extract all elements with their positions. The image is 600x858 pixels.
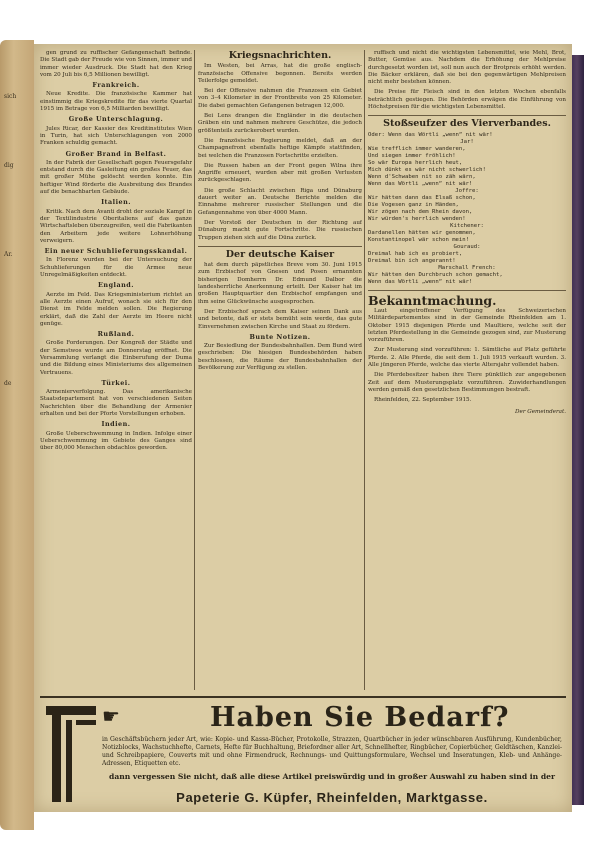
article-text: hat dem durch päpstliches Breve vom 30. Juni 1915 zum Erzbischof von Gnesen und Posen ernannten bisherigen Domherrn Dr. Edmund Dalbor die landesherrliche Anerkennung erteilt. Der Kaiser hat im großen Hauptquartier den Erzbischof empfangen und ihm seine Glückwünsche ausgesprochen. — [198, 262, 362, 305]
column-right — [368, 50, 566, 694]
left-page-fragment: Ar. — [4, 251, 13, 258]
poem-line: Oder: Wenn das Wörtli „wenn“ nit wär! — [368, 131, 493, 138]
section-heading: Bunte Notizen. — [249, 332, 311, 341]
article-text: Laut eingetroffener Verfügung des Schweizerischen Militärdepartementes sind in der Gemeinde Rheinfelden am 1. Oktober 1915 diejenigen Pferde und Maultiere, welche seit der letzten Pferdestellung in die Gemeinde gezogen sind, zur Musterung vorzuführen. — [368, 307, 566, 344]
poem-line: Gouraud: — [453, 243, 481, 250]
poem-line: Dardanellen hätten wir genommen, — [368, 229, 476, 236]
article-text: Jules Ricar, der Kassier des Kreditinstitutes Wien in Turin, hat sich Unterschlagungen von 2000 Franken schuldig gemacht. — [40, 125, 192, 147]
section-divider — [368, 115, 566, 116]
article-text: Zur Besiedlung der Bundesbahnhallen. Dem Bund wird geschrieben: Die hiesigen Bundesbehörden haben beschlossen, die Räume der Bundesbahnhallen der Bevölkerung zur Verfügung zu stellen. — [198, 343, 362, 371]
column-divider — [364, 50, 365, 690]
left-page-fragment: dig — [4, 162, 14, 169]
section-heading: Italien. — [101, 198, 131, 207]
article-text: Der Vorstoß der Deutschen in der Richtung auf Dünaburg macht gute Fortschritte. Die russischen Truppen ziehen sich auf die Düna zurück. — [198, 219, 362, 241]
section-heading: Große Unterschlagung. — [68, 115, 164, 124]
section-heading: Großer Brand in Belfast. — [65, 149, 167, 158]
left-page-edge — [4, 92, 32, 852]
left-page-fragment: sich — [4, 93, 17, 100]
poem-line: Wir hätten dann das Elsaß schon, — [368, 194, 476, 201]
poem-line: Kitchener: — [450, 222, 484, 229]
ad-bold-line: dann vergessen Sie nicht, daß alle diese Artikel preiswürdig und in großer Auswahl zu haben sind in der — [109, 772, 555, 781]
poem-line: Joffre: — [455, 187, 479, 194]
poem-line: Dreimal hab ich es probiert, — [368, 250, 463, 257]
column-left — [40, 50, 192, 694]
article-text: Im Westen, bei Arras, hat die große englisch-französische Offensive begonnen. Bereits werden Teilerfolge gemeldet. — [198, 63, 362, 84]
article-text: Bei Lens drangen die Engländer in die deutschen Gräben ein und nahmen mehrere Geschütze, die jedoch größtenteils zurückerobert wurden. — [198, 113, 362, 134]
poem-line: Mich dünkt es wär nicht schwerlich! — [368, 166, 486, 173]
article-text: Armenierverfolgung. Das amerikanische Staatsdepartement hat von verschiedenen Seiten Nachrichten über die Behandlung der Armenier erhalten und bei der Pforte Vorstellungen erhoben. — [40, 389, 192, 418]
section-heading: England. — [98, 281, 134, 290]
book-binding-left — [0, 40, 34, 830]
section-divider — [368, 290, 566, 291]
article-text: ruffisch und nicht die wichtigsten Lebensmittel, wie Mehl, Brot, Butter, Gemüse aus. Nachdem die Erhöhung der Mehlpreise durchgesetzt worden ist, soll nun auch der Brotpreis erhöht werden. Die Bäcker erklären, daß sie bei den gegenwärtigen Mehlpreisen nicht mehr bestehen können. — [368, 50, 566, 86]
poem — [368, 132, 566, 286]
ad-body: in Geschäftsbüchern jeder Art, wie: Kopie- und Kassa-Bücher, Protokolle, Strazzen, Quartbücher in jeder wünschbaren Ausführung, Kundenbücher, Notizblocks, Wachstuchhefte, Carnets, Hefte für Buchhaltung, Briefordner aller Art, Schnellhefter, Ringbücher, Copierbücher, Geldtäschen, Kanzlei- und Schreibpapiere, Couverts mit und ohne Firmendruck, Rechnungs- und Quittungsformulare, Wechsel und Inseratungen, Kleb- und Anhänge-Adressen, Etiquetten etc. — [102, 736, 562, 767]
pointing-hand-icon: ☛ — [102, 704, 120, 728]
poem-line: Die Vogesen ganz in Händen, — [368, 201, 459, 208]
newspaper-page — [34, 44, 572, 812]
signature: Der Gemeinderat. — [515, 408, 566, 415]
section-heading: Indien. — [101, 420, 131, 429]
article-text: Aerzte im Feld. Das Kriegsministerium richtet an alle Aerzte einen Aufruf, wonach sie sich für den Dienst im Felde melden sollen. Die Regierung erklärt, daß die Zahl der Aerzte im Heere nicht genüge. — [40, 291, 192, 327]
article-text: Kritik. Nach dem Avanti droht der soziale Kampf in der Textilindustrie Oberitaliens auf das ganze Wirtschaftsleben überzugreifen, weil die Fabrikanten den Arbeitern jede weitere Lohnerhöhung verweigern. — [40, 208, 192, 244]
ad-footer: Papeterie G. Küpfer, Rheinfelden, Marktgasse. — [176, 790, 488, 805]
poem-line: Wir zögen nach dem Rhein davon, — [368, 208, 473, 215]
column-middle — [198, 50, 362, 694]
section-title-kriegsnachrichten: Kriegsnachrichten. — [228, 50, 332, 61]
article-text: Große Ueberschwemmung in Indien. Infolge einer Ueberschwemmung im Gebiete des Ganges sind über 80,000 Menschen obdachlos geworden. — [40, 430, 192, 452]
section-title-stossseufzer: Stoßseufzer des Vierverbandes. — [383, 118, 551, 130]
article-text: In der Fabrik der Gesellschaft gegen Feuersgefahr entstand durch die Gasleitung ein großes Feuer, das mit großer Mühe gelöscht werden konnte. Ein heftiger Wind förderte die Ausbreitung des Brandes auf die benachbarten Gebäude. — [40, 159, 192, 196]
advertisement — [40, 696, 566, 810]
article-text: Die französische Regierung meldet, daß an der Champagnefront ebenfalls heftige Kämpfe stattfinden, bei welchen die Franzosen Fortschritte erzielten. — [198, 137, 362, 159]
section-heading: Frankreich. — [92, 81, 140, 90]
section-heading: Türkei. — [101, 378, 131, 387]
article-text: Zur Musterung sind vorzuführen: 1. Sämtliche auf Platz geführte Pferde. 2. Alle Pferde, die seit dem 1. Juli 1915 verkauft wurden. 3. Alle jüngeren Pferde, welche das vierte Altersjahr vollendet haben. — [368, 347, 566, 369]
article-text: Die Pferdebesitzer haben ihre Tiere pünktlich zur angegebenen Zeit auf dem Musterungsplatz vorzuführen. Zuwiderhandlungen werden gemäß den gesetzlichen Bestimmungen bestraft. — [368, 372, 566, 393]
poem-line: Wie trefflich immer wanderen, — [368, 145, 466, 152]
section-heading: Ein neuer Schuhlieferungsskandal. — [44, 247, 188, 256]
section-divider — [198, 246, 362, 247]
poem-line: Wir würden's herrlich wenden! — [368, 215, 466, 222]
left-page-fragment: de — [4, 380, 12, 387]
date-place: Rheinfelden, 22. September 1915. — [374, 397, 472, 404]
article-text: In Florenz wurden bei der Untersuchung der Schuhlieferungen für die Armee neue Unregelmäßigkeiten entdeckt. — [40, 257, 192, 279]
article-text: Die Russen haben an der Front gegen Wilna ihre Angriffe erneuert, wurden aber mit großen Verlusten zurückgeschlagen. — [198, 162, 362, 184]
poem-line: Jar! — [460, 138, 474, 145]
poem-line: Und siegen immer fröhlich! — [368, 152, 456, 159]
poem-line: Wenn das Wörtli „wenn“ nit wär! — [368, 180, 473, 187]
section-heading: Rußland. — [97, 330, 135, 339]
article-text: Bei der Offensive nahmen die Franzosen ein Gebiet von 3–4 Kilometer in der Frontbreite von 25 Kilometer. Die dabei gemachten Gefangenen betragen 12,000. — [198, 88, 362, 109]
section-title-kaiser: Der deutsche Kaiser — [225, 248, 335, 260]
article-text: Der Erzbischof sprach dem Kaiser seinen Dank aus und betonte, daß er stets bemüht sein werde, das gute Einvernehmen zwischen Kirche und Staat zu fördern. — [198, 308, 362, 330]
ad-headline: Haben Sie Bedarf? — [210, 702, 510, 733]
poem-line: Wir hätten den Durchbruch schon gemacht, — [368, 271, 503, 278]
poem-line: Wenn d'Schwaben nit so zäh wärn, — [368, 173, 476, 180]
poem-line: Dreimal bin ich angerannt! — [368, 257, 456, 264]
article-text: Große Forderungen. Der Kongreß der Städte und der Semstwos wurde am Donnerstag eröffnet. Die Versammlung verlangt die Einberufung der Duma und die Bildung eines Ministeriums des allgemeinen Vertrauens. — [40, 340, 192, 376]
poem-line: Konstantinopel wär schon mein! — [368, 236, 470, 243]
book-spine — [570, 55, 584, 805]
poem-line: Wenn das Wörtli „wenn“ nit wär! — [368, 278, 473, 285]
ad-logo-mark — [46, 706, 96, 802]
article-text: Neue Kredite. Die französische Kammer hat einstimmig die Kriegskredite für das vierte Quartal 1915 im Betrage von 6,5 Milliarden bewilligt. — [40, 91, 192, 113]
poem-line: So wär Europa herrlich heut, — [368, 159, 463, 166]
column-divider — [194, 50, 195, 690]
article-text: Die große Schlacht zwischen Riga und Dünaburg dauert weiter an. Deutsche Berichte melden die Einnahme mehrerer russischer Stellungen und die Gefangennahme von über 4000 Mann. — [198, 187, 362, 216]
article-text: Die Preise für Fleisch sind in den letzten Wochen ebenfalls beträchtlich gestiegen. Die Behörden erwägen die Einführung von Höchstpreisen für die wichtigsten Lebensmittel. — [368, 89, 566, 111]
article-text: gen grund zu ruffischer Gefangenschaft befinde. Die Stadt gab der Freude wie von Sinnen, immer und immer wieder Ausdruck. Die Stadt hat den Krieg vom 20 Juli bis 6,5 Millionen bewilligt. — [40, 50, 192, 78]
poem-line: Marschall French: — [438, 264, 496, 271]
section-title-bekanntmachung: Bekanntmachung. — [368, 292, 497, 308]
